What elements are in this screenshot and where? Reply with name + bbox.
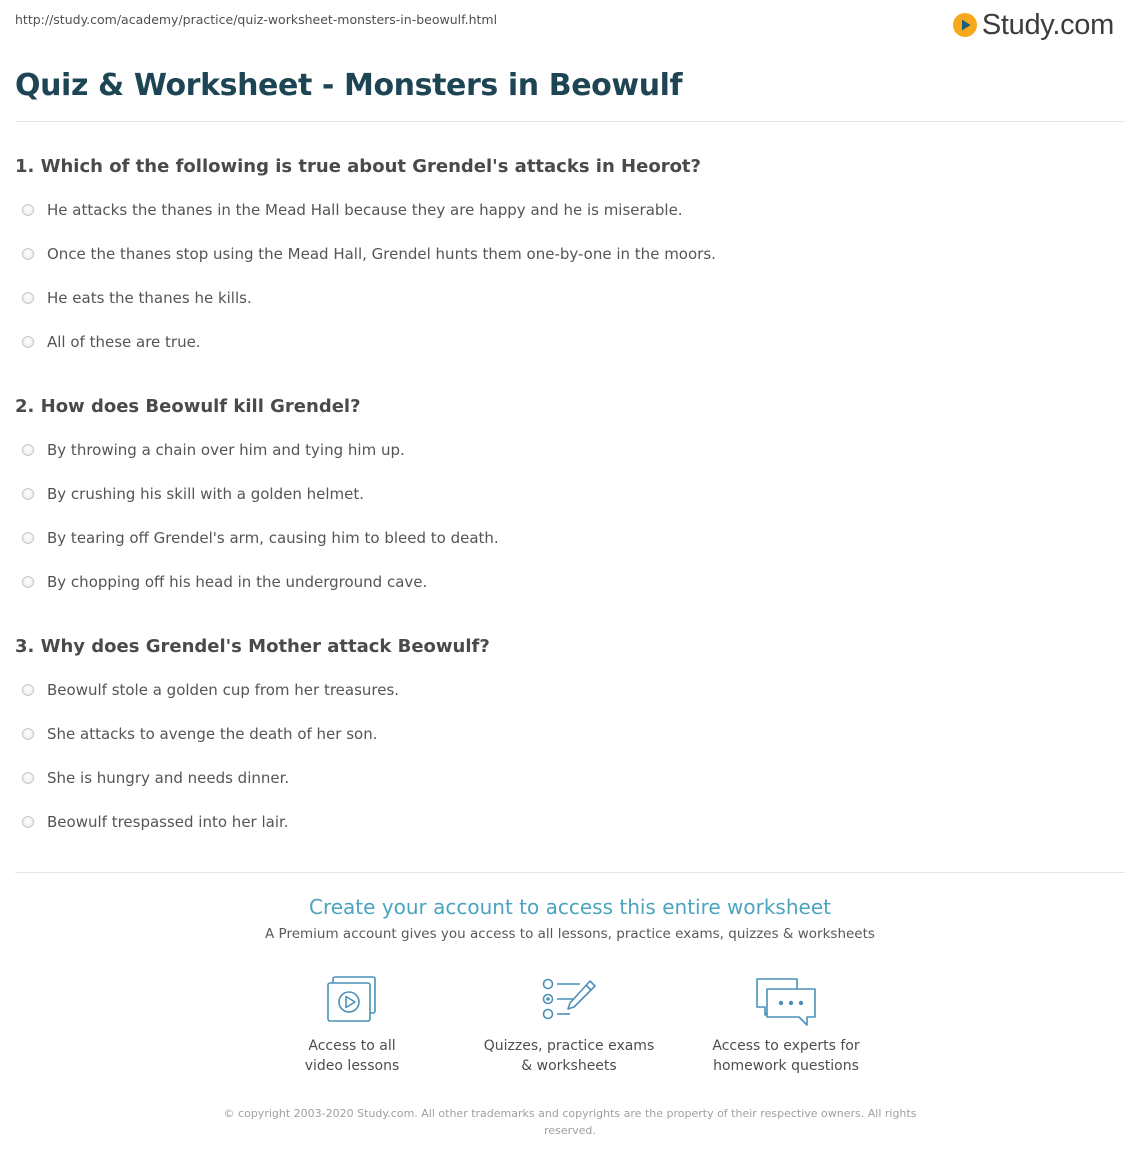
answer-text: By throwing a chain over him and tying him up. bbox=[47, 441, 405, 459]
feature-video-lessons bbox=[242, 975, 462, 1076]
radio-button[interactable] bbox=[22, 532, 34, 544]
feature-label-line: Access to all bbox=[308, 1038, 396, 1054]
answer-option[interactable] bbox=[22, 245, 716, 263]
question-2: 2. How does Beowulf kill Grendel? bbox=[15, 396, 361, 417]
answer-option[interactable] bbox=[22, 681, 399, 699]
answer-option[interactable] bbox=[22, 529, 499, 547]
cta-divider bbox=[15, 872, 1125, 873]
answer-option[interactable] bbox=[22, 769, 289, 787]
question-3: 3. Why does Grendel's Mother attack Beowulf? bbox=[15, 636, 490, 657]
radio-button[interactable] bbox=[22, 728, 34, 740]
radio-button[interactable] bbox=[22, 292, 34, 304]
premium-description: A Premium account gives you access to all lessons, practice exams, quizzes & worksheets bbox=[265, 926, 875, 942]
answer-option[interactable] bbox=[22, 441, 405, 459]
radio-button[interactable] bbox=[22, 576, 34, 588]
answer-option[interactable] bbox=[22, 333, 201, 351]
answer-text: By chopping off his head in the underground cave. bbox=[47, 573, 428, 591]
feature-label-line: Quizzes, practice exams bbox=[483, 1038, 655, 1054]
radio-button[interactable] bbox=[22, 684, 34, 696]
answer-text: Beowulf trespassed into her lair. bbox=[47, 813, 289, 831]
radio-button[interactable] bbox=[22, 204, 34, 216]
answer-text: By crushing his skill with a golden helmet. bbox=[47, 485, 365, 503]
study-logo[interactable] bbox=[952, 8, 1114, 42]
feature-label-line: & worksheets bbox=[521, 1058, 617, 1074]
feature-experts bbox=[676, 975, 896, 1076]
create-account-link[interactable]: Create your account to access this entire worksheet bbox=[309, 895, 831, 919]
feature-label-line: Access to experts for bbox=[712, 1038, 860, 1054]
answer-text: She attacks to avenge the death of her son. bbox=[47, 725, 378, 743]
radio-button[interactable] bbox=[22, 488, 34, 500]
question-1: 1. Which of the following is true about Grendel's attacks in Heorot? bbox=[15, 156, 701, 177]
answer-option[interactable] bbox=[22, 485, 364, 503]
title-divider bbox=[15, 121, 1125, 122]
answer-text: Beowulf stole a golden cup from her treasures. bbox=[47, 681, 400, 699]
answer-text: He eats the thanes he kills. bbox=[47, 289, 252, 307]
answer-option[interactable] bbox=[22, 725, 377, 743]
answer-option[interactable] bbox=[22, 289, 252, 307]
answer-text: All of these are true. bbox=[47, 333, 201, 351]
feature-label-line: homework questions bbox=[713, 1058, 859, 1074]
radio-button[interactable] bbox=[22, 248, 34, 260]
radio-button[interactable] bbox=[22, 772, 34, 784]
study-logo-text: Study.com bbox=[981, 8, 1114, 41]
answer-text: Once the thanes stop using the Mead Hall, Grendel hunts them one-by-one in the moors. bbox=[47, 245, 716, 263]
study-logo-icon bbox=[952, 12, 978, 38]
radio-button[interactable] bbox=[22, 816, 34, 828]
feature-quizzes bbox=[459, 975, 679, 1076]
radio-button[interactable] bbox=[22, 444, 34, 456]
page-url: http://study.com/academy/practice/quiz-worksheet-monsters-in-beowulf.html bbox=[15, 12, 498, 27]
copyright-notice: © copyright 2003-2020 Study.com. All other trademarks and copyrights are the property of their respective owners. All rights reserved. bbox=[223, 1107, 917, 1137]
answer-option[interactable] bbox=[22, 813, 289, 831]
radio-button[interactable] bbox=[22, 336, 34, 348]
answer-text: By tearing off Grendel's arm, causing him to bleed to death. bbox=[47, 529, 499, 547]
answer-text: She is hungry and needs dinner. bbox=[47, 769, 290, 787]
answer-option[interactable] bbox=[22, 201, 683, 219]
page-title: Quiz & Worksheet - Monsters in Beowulf bbox=[15, 68, 683, 103]
answer-text: He attacks the thanes in the Mead Hall because they are happy and he is miserable. bbox=[47, 201, 683, 219]
feature-label-line: video lessons bbox=[304, 1058, 400, 1074]
quiz-checklist-icon bbox=[540, 975, 598, 1023]
chat-bubbles-icon bbox=[753, 975, 819, 1027]
answer-option[interactable] bbox=[22, 573, 427, 591]
video-lessons-icon bbox=[325, 975, 379, 1023]
